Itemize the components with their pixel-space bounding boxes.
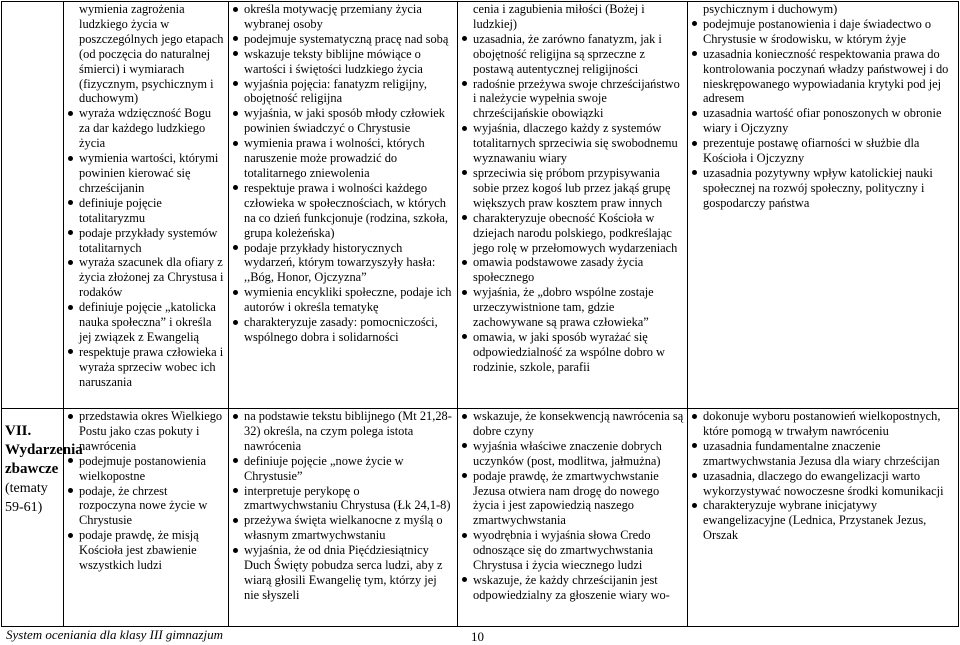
list-item: wyjaśnia, że „dobro wspólne zostaje urzeczywistnione tam, gdzie zachowywane są prawa człowieka” — [458, 285, 684, 330]
list-item: wskazuje, że konsekwencją nawrócenia są dobre czyny — [458, 409, 684, 439]
grade-column-3 — [458, 409, 688, 627]
list-item: wyraża szacunek dla ofiary z życia złożonej za Chrystusa i rodaków — [64, 255, 225, 300]
list-item: charakteryzuje wybrane inicjatywy ewangelizacyjne (Lednica, Przystanek Jezus, Orszak — [688, 498, 955, 543]
list-item: omawia podstawowe zasady życia społecznego — [458, 255, 684, 285]
section-subtitle: (tematy 59-61) — [5, 481, 48, 515]
requirements-list — [458, 409, 687, 603]
list-item: podaje przykłady systemów totalitarnych — [64, 226, 225, 256]
grade-column-4 — [688, 2, 959, 409]
list-item: podaje prawdę, że misją Kościoła jest zbawienie wszystkich ludzi — [64, 528, 225, 573]
requirements-list — [229, 409, 457, 603]
list-item: podaje przykłady historycznych wydarzeń, którym towarzyszyły hasła: ,,Bóg, Honor, Ojczyzna” — [229, 241, 454, 286]
list-item: przedstawia okres Wielkiego Postu jako czas pokuty i nawrócenia — [64, 409, 225, 454]
grade-column-3 — [458, 2, 688, 409]
list-item: wyjaśnia, że od dnia Pięćdziesiątnicy Duch Święty pobudza serca ludzi, aby z wiarą głosili Ewangelię tym, którzy jej nie słyszeli — [229, 543, 454, 603]
list-item: wskazuje, że każdy chrześcijanin jest odpowiedzialny za głoszenie wiary wo- — [458, 573, 684, 603]
list-item: dokonuje wyboru postanowień wielkopostnych, które pomogą w trwałym nawróceniu — [688, 409, 955, 439]
list-item: definiuje pojęcie „nowe życie w Chrystusie” — [229, 454, 454, 484]
list-item: respektuje prawa i wolności każdego człowieka w społecznościach, w których na co dzień funkcjonuje (rodzina, szkoła, grupa koleżeńska) — [229, 181, 454, 241]
list-item: wyjaśnia właściwe znaczenie dobrych uczynków (post, modlitwa, jałmużna) — [458, 439, 684, 469]
table-row — [2, 2, 959, 409]
list-item: podejmuje postanowienia wielkopostne — [64, 454, 225, 484]
grade-column-4 — [688, 409, 959, 627]
requirements-list — [64, 2, 228, 390]
section-cell-top — [2, 2, 64, 409]
list-item: wyraża wdzięczność Bogu za dar każdego ludzkiego życia — [64, 106, 225, 151]
table-row — [2, 409, 959, 627]
list-item: wskazuje teksty biblijne mówiące o wartości i świętości ludzkiego życia — [229, 47, 454, 77]
list-item: wymienia zagrożenia ludzkiego życia w poszczególnych jego etapach (od poczęcia do naturalnej śmierci) i wymiarach (fizycznym, psychicznym i duchowym) — [79, 2, 224, 106]
list-item: charakteryzuje zasady: pomocniczości, wspólnego dobra i solidarności — [229, 315, 454, 345]
list-item: respektuje prawa człowieka i wyraża sprzeciw wobec ich naruszania — [64, 345, 225, 390]
grade-column-2 — [229, 409, 458, 627]
list-item: uzasadnia, że zarówno fanatyzm, jak i obojętność religijna są sprzeczne z postawą autentycznej religijności — [458, 32, 684, 77]
list-item: interpretuje perykopę o zmartwychwstaniu Chrystusa (Łk 24,1-8) — [229, 484, 454, 514]
requirements-list — [64, 409, 228, 573]
footer-title: System oceniania dla klasy III gimnazjum — [6, 627, 223, 642]
list-item: podaje prawdę, że zmartwychwstanie Jezusa otwiera nam drogę do nowego życia i jest zapowiedzią naszego zmartwychwstania — [458, 469, 684, 529]
list-item: sprzeciwia się próbom przypisywania sobie przez kogoś lub przez jakąś grupę większych praw kosztem praw innych — [458, 166, 684, 211]
list-item: wymienia wartości, którymi powinien kierować się chrześcijanin — [64, 151, 225, 196]
list-item: wymienia prawa i wolności, których naruszenie może prowadzić do totalitarnego zniewolenia — [229, 136, 454, 181]
list-item: psychicznym i duchowym) — [703, 2, 838, 16]
list-item: podaje, że chrzest rozpoczyna nowe życie w Chrystusie — [64, 484, 225, 529]
list-item: podejmuje systematyczną pracę nad sobą — [229, 32, 454, 47]
list-item: uzasadnia konieczność respektowania prawa do kontrolowania poczynań władzy państwowej i do nieskrępowanego wypowiadania krytyki pod jej adresem — [688, 47, 955, 107]
list-item: wymienia encykliki społeczne, podaje ich autorów i określa tematykę — [229, 285, 454, 315]
requirements-list — [688, 409, 958, 543]
requirements-list — [458, 2, 687, 375]
requirements-table — [1, 1, 959, 627]
list-item: uzasadnia fundamentalne znaczenie zmartwychwstania Jezusa dla wiary chrześcijan — [688, 439, 955, 469]
list-item: uzasadnia wartość ofiar ponoszonych w obronie wiary i Ojczyzny — [688, 106, 955, 136]
section-title: VII. Wydarzenia zbawcze — [5, 423, 83, 477]
list-item: wyjaśnia pojęcia: fanatyzm religijny, obojętność religijna — [229, 77, 454, 107]
list-item: wyjaśnia, dlaczego każdy z systemów totalitarnych sprzeciwia się swobodnemu wyznawaniu wiary — [458, 121, 684, 166]
list-item: wyjaśnia, w jaki sposób młody człowiek powinien świadczyć o Chrystusie — [229, 106, 454, 136]
list-item: podejmuje postanowienia i daje świadectwo o Chrystusie w środowisku, w którym żyje — [688, 17, 955, 47]
list-item: przeżywa święta wielkanocne z myślą o własnym zmartwychwstaniu — [229, 513, 454, 543]
list-item: charakteryzuje obecność Kościoła w dziejach narodu polskiego, podkreślając jego rolę w przełomowych wydarzeniach — [458, 211, 684, 256]
list-item: uzasadnia pozytywny wpływ katolickiej nauki społecznej na rozwój społeczny, polityczny i gospodarczy państwa — [688, 166, 955, 211]
list-item: wyodrębnia i wyjaśnia słowa Credo odnoszące się do zmartwychwstania Chrystusa i życia wiecznego ludzi — [458, 528, 684, 573]
list-item: na podstawie tekstu biblijnego (Mt 21,28-32) określa, na czym polega istota nawrócenia — [229, 409, 454, 454]
list-item: prezentuje postawę ofiarności w służbie dla Kościoła i Ojczyzny — [688, 136, 955, 166]
grade-column-2 — [229, 2, 458, 409]
grade-column-1 — [64, 2, 229, 409]
list-item: omawia, w jaki sposób wyrażać się odpowiedzialność za wspólne dobro w rodzinie, szkole, parafii — [458, 330, 684, 375]
list-item: definiuje pojęcie totalitaryzmu — [64, 196, 225, 226]
list-item: uzasadnia, dlaczego do ewangelizacji warto wykorzystywać nowoczesne środki komunikacji — [688, 469, 955, 499]
section-cell — [2, 409, 83, 627]
requirements-list — [688, 2, 958, 211]
list-item: określa motywację przemiany życia wybranej osoby — [229, 2, 454, 32]
list-item: cenia i zagubienia miłości (Bożej i ludzkiej) — [473, 2, 645, 31]
list-item: radośnie przeżywa swoje chrześcijaństwo i należycie wypełnia swoje chrześcijańskie obowiązki — [458, 77, 684, 122]
list-item: definiuje pojęcie „katolicka nauka społeczna” i określa jej związek z Ewangelią — [64, 300, 225, 345]
page-number: 10 — [471, 629, 484, 644]
grade-column-1 — [64, 409, 229, 627]
requirements-list — [229, 2, 457, 345]
